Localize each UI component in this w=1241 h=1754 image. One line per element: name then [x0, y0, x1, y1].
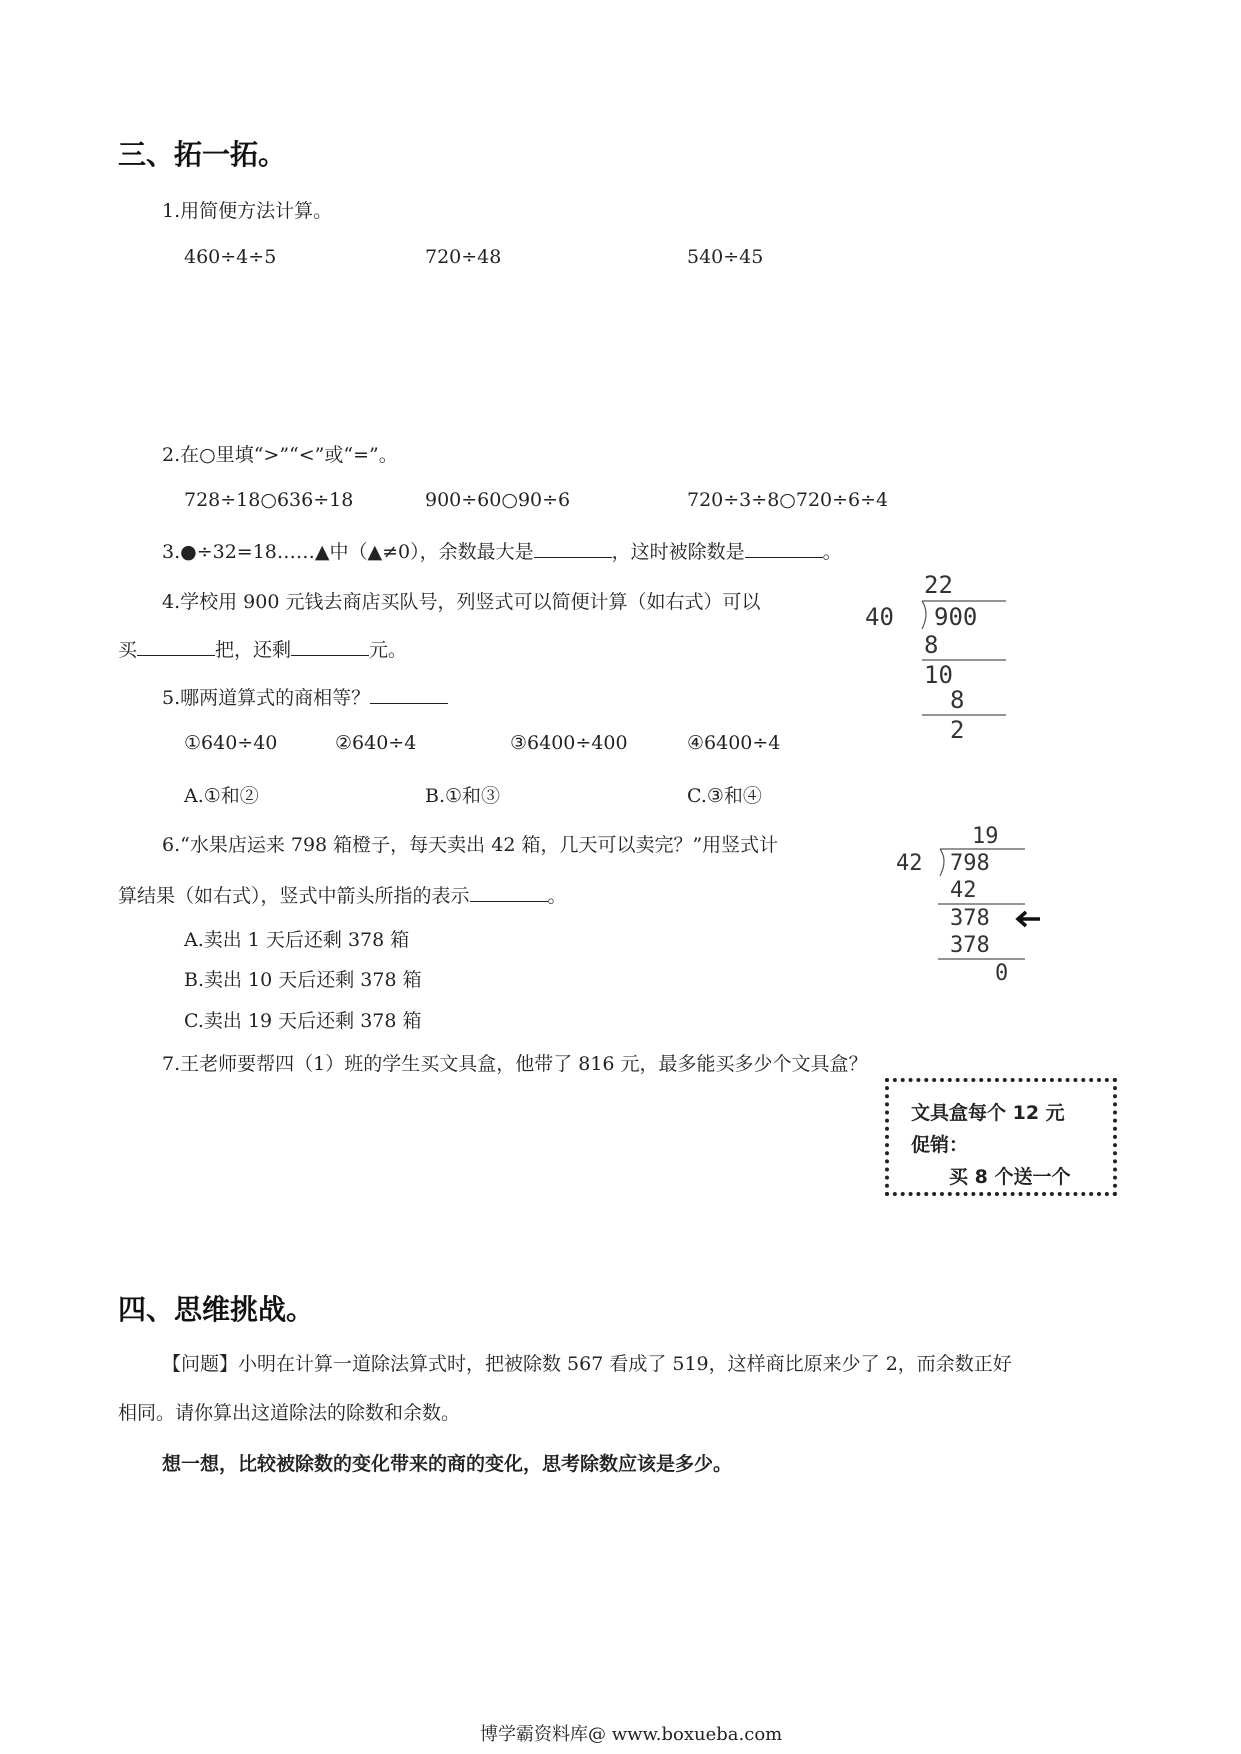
q6-text-a: 算结果（如右式），竖式中箭头所指的表示: [118, 885, 470, 907]
q3-blank-dividend[interactable]: [745, 539, 823, 558]
q6-choice-c[interactable]: C.卖出 19 天后还剩 378 箱: [184, 1010, 422, 1032]
q6-text-b: 。: [547, 885, 567, 907]
q3-text-c: 。: [822, 541, 842, 563]
q5-item-4: ④6400÷4: [687, 732, 781, 754]
q1-expr-1: 460÷4÷5: [184, 246, 277, 268]
div2-quotient: 19: [972, 824, 999, 849]
footer-watermark: 博学霸资料库@ www.boxueba.com: [480, 1724, 783, 1745]
q7-prompt: 7.王老师要帮四（1）班的学生买文具盒，他带了 816 元，最多能买多少个文具盒？: [162, 1053, 868, 1075]
div2-remainder-1: 378: [950, 906, 990, 931]
div1-dividend: 900: [934, 603, 978, 631]
q1-prompt: 1.用简便方法计算。: [162, 200, 333, 222]
q6-line1: 6.“水果店运来 798 箱橙子，每天卖出 42 箱，几天可以卖完？”用竖式计: [162, 834, 779, 856]
div2-subtract-1: 42: [950, 878, 977, 903]
div1-remainder-1: 10: [924, 661, 953, 689]
q6-choice-a[interactable]: A.卖出 1 天后还剩 378 箱: [184, 929, 410, 951]
promo-line-1: 文具盒每个 12 元: [911, 1102, 1065, 1124]
q4-text-c: 元。: [369, 639, 408, 661]
arrow-icon: [1018, 912, 1040, 926]
div2-divisor: 42: [896, 851, 923, 876]
q3-blank-remainder[interactable]: [534, 539, 612, 558]
long-division-900-by-40: [860, 565, 1020, 750]
q5-item-3: ③6400÷400: [510, 732, 628, 754]
q4-line2: [118, 635, 407, 662]
sec4-problem-line2: 相同。请你算出这道除法的除数和余数。: [118, 1402, 461, 1424]
section-3-title: 三、拓一拓。: [118, 138, 287, 171]
sec4-problem-line1: 【问题】小明在计算一道除法算式时，把被除数 567 看成了 519，这样商比原来少了 2，而余数正好: [162, 1353, 1012, 1375]
div2-dividend: 798: [950, 851, 990, 876]
q5-item-2: ②640÷4: [335, 732, 417, 754]
div1-bracket: [922, 601, 926, 629]
div2-remainder: 0: [995, 961, 1009, 986]
q5-item-1: ①640÷40: [184, 732, 278, 754]
div2-bracket: [940, 849, 944, 876]
q4-line1: 4.学校用 900 元钱去商店买队号，列竖式可以简便计算（如右式）可以: [162, 591, 761, 613]
q6-choice-b[interactable]: B.卖出 10 天后还剩 378 箱: [184, 969, 422, 991]
q5-choice-a[interactable]: A.①和②: [184, 785, 259, 807]
q3: [162, 537, 842, 564]
q4-blank-left[interactable]: [291, 637, 369, 656]
q2-expr-2: 900÷60○90÷6: [425, 489, 571, 511]
div1-remainder: 2: [950, 716, 965, 744]
q4-text-a: 买: [118, 639, 138, 661]
q3-text-b: ，这时被除数是: [611, 541, 745, 563]
q6-line2: [118, 881, 567, 908]
q5-blank[interactable]: [370, 685, 448, 704]
div2-subtract-2: 378: [950, 933, 990, 958]
div1-subtract-1: 8: [924, 631, 939, 659]
q5-line: [162, 683, 448, 710]
div1-subtract-2: 8: [950, 686, 965, 714]
promo-line-2: 促销：: [911, 1134, 969, 1156]
promo-box: [885, 1078, 1117, 1196]
promo-line-3: 买 8 个送一个: [949, 1166, 1071, 1188]
q3-text-a: 3.●÷32=18……▲中（▲≠0），余数最大是: [162, 541, 534, 563]
q5-prompt: 5.哪两道算式的商相等？: [162, 687, 371, 709]
q2-expr-3: 720÷3÷8○720÷6÷4: [687, 489, 889, 511]
div1-quotient: 22: [924, 571, 953, 599]
sec4-hint: 想一想，比较被除数的变化带来的商的变化，思考除数应该是多少。: [162, 1453, 733, 1475]
q2-prompt: 2.在○里填“>”“<”或“=”。: [162, 444, 398, 466]
q1-expr-3: 540÷45: [687, 246, 764, 268]
div1-divisor: 40: [865, 603, 894, 631]
section-4-title: 四、思维挑战。: [118, 1293, 315, 1326]
q6-blank[interactable]: [470, 883, 548, 902]
q1-expr-2: 720÷48: [425, 246, 502, 268]
q4-text-b: 把，还剩: [215, 639, 292, 661]
q4-blank-count[interactable]: [137, 637, 215, 656]
q5-choice-b[interactable]: B.①和③: [425, 785, 501, 807]
long-division-798-by-42: [890, 820, 1065, 995]
q2-expr-1: 728÷18○636÷18: [184, 489, 354, 511]
q5-choice-c[interactable]: C.③和④: [687, 785, 762, 807]
